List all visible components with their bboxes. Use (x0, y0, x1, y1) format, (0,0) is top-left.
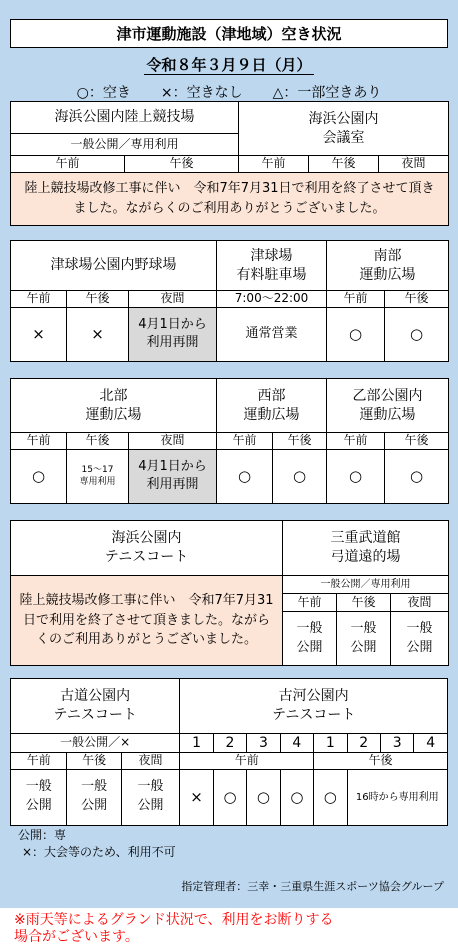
section-3-table (10, 378, 449, 504)
legend (0, 82, 458, 102)
status-cell: ○ (327, 307, 385, 361)
status-cell: 一般 公開 (121, 769, 180, 825)
slot-am: 午前 (327, 291, 385, 308)
slot-pm: 午後 (309, 156, 379, 173)
status-cell: ○ (11, 449, 67, 503)
footnote-public: 公開：専 (18, 828, 67, 842)
slot-pm: 午後 (67, 433, 129, 450)
section-2-table (10, 240, 449, 362)
slot-pm: 午後 (67, 753, 121, 770)
status-cell: ○ (327, 449, 385, 503)
status-cell: × (180, 769, 213, 825)
facility-seibu-field: 西部 運動広場 (217, 379, 327, 433)
slot-pm: 午後 (385, 291, 449, 308)
court-number: 1 (314, 734, 347, 753)
usage-label: 一般公開／× (11, 734, 180, 753)
slot-pm: 午後 (314, 753, 448, 770)
court-number: 3 (247, 734, 280, 753)
facility-furukawa-tennis: 古河公園内 テニスコート (180, 679, 448, 734)
facility-otobe-field: 乙部公園内 運動広場 (327, 379, 449, 433)
status-cell: ○ (213, 769, 246, 825)
slot-pm: 午後 (273, 433, 327, 450)
section-5-table (10, 678, 448, 826)
slot-pm: 午後 (67, 291, 129, 308)
legend-partial: △：一部空きあり (272, 85, 382, 101)
slot-pm: 午後 (125, 156, 239, 173)
slot-am: 午前 (283, 594, 337, 612)
status-cell: ○ (217, 449, 273, 503)
slot-am: 午前 (180, 753, 314, 770)
slot-am: 午前 (239, 156, 309, 173)
status-cell: ○ (314, 769, 347, 825)
status-cell: 15～17 専用利用 (67, 449, 129, 503)
status-cell: 4月1日から 利用再開 (129, 449, 217, 503)
date-label: 令和８年３月９日（月） (146, 56, 312, 74)
closure-notice: 陸上競技場改修工事に伴い 令和7年7月31日で利用を終了させて頂きました。ながらくのご利用ありがとうございました。 (11, 576, 283, 666)
court-number: 2 (213, 734, 246, 753)
slot-night: 夜間 (379, 156, 449, 173)
weather-warning: ※雨天等によるグランド状況で、利用をお断りする 場合がございます。 (14, 912, 334, 945)
status-cell: 一般 公開 (391, 612, 449, 666)
footnote-unavailable: ×：大会等のため、利用不可 (22, 845, 176, 859)
slot-am: 午前 (327, 433, 385, 450)
court-number: 4 (280, 734, 313, 753)
section-1-table (10, 101, 449, 226)
status-cell: ○ (280, 769, 313, 825)
usage-label: 一般公開／専用利用 (11, 134, 239, 156)
slot-night: 夜間 (391, 594, 449, 612)
page-title: 津市運動施設（津地域）空き状況 (10, 19, 448, 48)
slot-night: 夜間 (129, 433, 217, 450)
slot-am: 午前 (11, 291, 67, 308)
court-number: 4 (414, 734, 448, 753)
slot-am: 午前 (217, 433, 273, 450)
usage-label: 一般公開／専用利用 (283, 576, 449, 594)
manager-label: 指定管理者：三幸・三重県生涯スポーツ協会グループ (181, 880, 444, 893)
slot-pm: 午後 (385, 433, 449, 450)
slot-night: 夜間 (129, 291, 217, 308)
status-cell: ○ (385, 449, 449, 503)
status-cell: 通常営業 (217, 307, 327, 361)
closure-notice: 陸上競技場改修工事に伴い 令和7年7月31日で利用を終了させて頂きました。ながらくのご利用ありがとうございました。 (11, 172, 449, 225)
slot-am: 午前 (11, 433, 67, 450)
section-4-table (10, 520, 449, 666)
facility-kaihin-tennis: 海浜公園内 テニスコート (11, 521, 283, 576)
status-cell: × (11, 307, 67, 361)
legend-vacant: ○：空き (76, 85, 131, 101)
court-number: 3 (380, 734, 413, 753)
facility-tsu-parking: 津球場 有料駐車場 (217, 241, 327, 291)
slot-night: 夜間 (121, 753, 180, 770)
status-cell: × (67, 307, 129, 361)
facility-kaihin-meeting-room: 海浜公園内 会議室 (239, 102, 449, 156)
facility-nanbu-field: 南部 運動広場 (327, 241, 449, 291)
status-cell: 一般 公開 (283, 612, 337, 666)
court-number: 1 (180, 734, 213, 753)
status-cell: 一般 公開 (67, 769, 121, 825)
slot-pm: 午後 (337, 594, 391, 612)
facility-kaihin-stadium: 海浜公園内陸上競技場 (11, 102, 239, 134)
facility-hokubu-field: 北部 運動広場 (11, 379, 217, 433)
facility-tsu-baseball: 津球場公園内野球場 (11, 241, 217, 291)
status-cell: 一般 公開 (337, 612, 391, 666)
status-cell: 一般 公開 (11, 769, 67, 825)
slot-am: 午前 (11, 753, 67, 770)
court-number: 2 (347, 734, 380, 753)
status-cell: ○ (385, 307, 449, 361)
status-cell: 4月1日から 利用再開 (129, 307, 217, 361)
slot-am: 午前 (11, 156, 125, 173)
legend-full: ×：空きなし (160, 85, 243, 101)
status-cell: ○ (247, 769, 280, 825)
slot-hours: 7:00～22:00 (217, 291, 327, 308)
facility-budokan-kyudo: 三重武道館 弓道遠的場 (283, 521, 449, 576)
status-cell: 16時から専用利用 (347, 769, 447, 825)
status-cell: ○ (273, 449, 327, 503)
facility-furumichi-tennis: 古道公園内 テニスコート (11, 679, 180, 734)
